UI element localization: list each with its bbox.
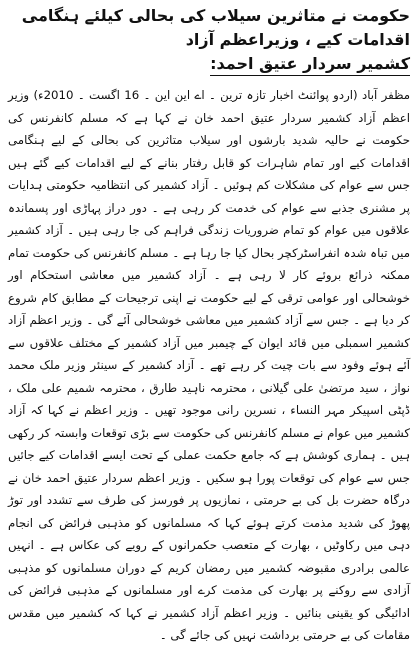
headline-spacer bbox=[6, 76, 412, 80]
article-headline bbox=[6, 4, 412, 76]
article-byline: کشمیر سردار عتیق احمد: bbox=[210, 54, 410, 76]
headline-main: حکومت نے متاثرین سیلاب کی بحالی کیلئے ہنگامی اقدامات کیے ، وزیراعظم آزاد bbox=[21, 6, 410, 49]
article-body: مظفر آباد (اردو پوائنٹ اخبار تازہ ترین ۔ اے این این ۔ 16 اگست ۔ 2010ء) وزیر اعظم آزاد کشمیر سردار عتیق احمد خان نے کہا ہے کہ مسلم کانفرنس کی حکومت نے حالیہ شدید بارشوں اور سیلاب متاثرین کی بحالی کے لیے ہنگامی اقدامات کیے اور تمام شاہرات کو قابل رفتار بنانے کے لیے اقدامات کیے گئے ہیں جس سے عوام کی مشکلات کم ہوئیں ۔ آزاد کشمیر کی انتظامیہ حکومتی ہدایات پر مشنری جذبے سے عوام کی خدمت کر رہی ہے ۔ دور دراز پہاڑی اور پسماندہ علاقوں میں عوام کو تمام ضروریات زندگی فراہم کی جا رہی ہیں ۔ آزاد کشمیر میں تباہ شدہ انفراسٹرکچر بحال کیا جا رہا ہے ۔ مسلم کانفرنس کی حکومت تمام ممکنہ ذرائع بروئے کار لا رہی ہے ۔ آزاد کشمیر میں معاشی استحکام اور خوشحالی اور عوامی ترقی کے لیے حکومت نے اپنی ترجیحات کے مطابق کام شروع کر دیا ہے ۔ جس سے آزاد کشمیر میں معاشی خوشحالی آئے گی ۔ وزیر اعظم آزاد کشمیر اسمبلی میں قائد ایوان کے چیمبر میں آزاد کشمیر کے مختلف علاقوں سے آئے ہوئے وفود سے بات چیت کر رہے تھے ۔ آزاد کشمیر کے سینئر وزیر ملک محمد نواز ، سید مرتضیٰ علی گیلانی ، محترمہ ناہید طارق ، محترمہ شمیم علی ملک ، ڈپٹی اسپیکر مہر النساء ، نسرین رانی موجود تھیں ۔ وزیر اعظم نے کہا کہ آزاد کشمیر میں عوام نے مسلم کانفرنس کی حکومت سے بڑی توقعات وابستہ کر رکھی ہیں ۔ ہماری کوشش ہے کہ جامع حکمت عملی کے تحت ایسے اقدامات کیے جائیں جس سے عوام کی توقعات پورا ہو سکیں ۔ وزیر اعظم سردار عتیق احمد خان نے درگاہ حضرت بل کی بے حرمتی ، نمازیوں پر فورسز کی طرف سے تشدد اور توڑ پھوڑ کی شدید مذمت کرتے ہوئے کہا کہ مسلمانوں کو مذہبی فرائض کی انجام دہی میں رکاوٹیں ، بھارت کے متعصب حکمرانوں کے رویے کی عکاس ہے ۔ انہیں عالمی برادری مقبوضہ کشمیر میں رمضان کریم کے دوران مسلمانوں کو مذہبی آزادی سے روکنے پر بھارت کی مذمت کرے اور مسلمانوں کے مذہبی فرائض کی ادائیگی کو یقینی بنائیں ۔ وزیر اعظم آزاد کشمیر نے کہا کہ کشمیر میں مقدس مقامات کی بے حرمتی برداشت نہیں کی جائے گی ۔ bbox=[8, 88, 411, 642]
news-article bbox=[6, 4, 412, 658]
